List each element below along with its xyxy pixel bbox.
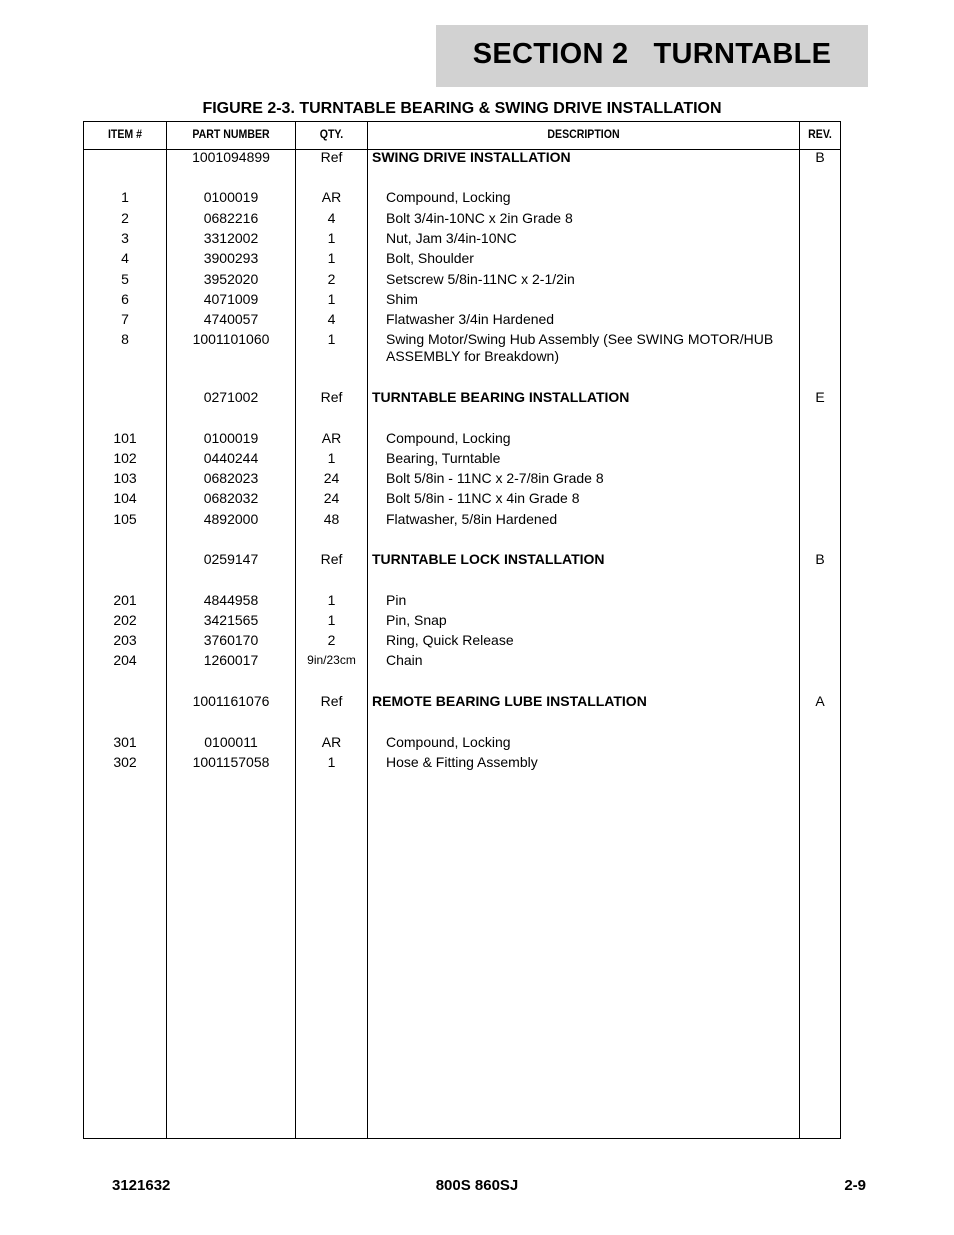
row-description: Flatwasher, 5/8in Hardened [386,511,558,527]
row-description: Shim [386,291,418,307]
row-part-number: 3760170 [203,632,259,648]
row-quantity: 2 [327,271,336,287]
row-quantity: 24 [323,470,340,486]
row-item-number: 1 [121,189,129,205]
row-description: Bolt 5/8in - 11NC x 4in Grade 8 [386,490,580,506]
row-revision: E [815,389,825,405]
row-quantity: Ref [320,389,343,405]
row-part-number: 0440244 [203,450,259,466]
row-item-number: 7 [121,311,129,327]
row-quantity: AR [321,189,342,205]
row-part-number: 0100019 [203,430,259,446]
row-description-continued: ASSEMBLY for Breakdown) [386,348,560,364]
row-quantity: 2 [327,632,336,648]
row-part-number: 0100019 [203,189,259,205]
row-item-number: 101 [113,430,137,446]
row-description: Hose & Fitting Assembly [386,754,538,770]
row-quantity: Ref [320,551,343,567]
row-description: Compound, Locking [386,430,511,446]
column-divider [367,122,368,1138]
row-description: Flatwasher 3/4in Hardened [386,311,555,327]
row-item-number: 104 [113,490,137,506]
row-part-number: 4892000 [203,511,259,527]
row-item-number: 301 [113,734,137,750]
row-description: Setscrew 5/8in-11NC x 2-1/2in [386,271,575,287]
row-revision: A [815,693,825,709]
row-quantity: 1 [327,230,336,246]
row-description: TURNTABLE BEARING INSTALLATION [372,389,630,405]
column-header-part-number: PART NUMBER [192,127,270,141]
row-item-number: 105 [113,511,137,527]
row-description: Swing Motor/Swing Hub Assembly (See SWING MOTOR/HUB [386,331,774,347]
figure-title: FIGURE 2-3. TURNTABLE BEARING & SWING DRIVE INSTALLATION [202,100,722,117]
row-quantity: Ref [320,693,343,709]
row-quantity: 1 [327,450,336,466]
row-description: Pin [386,592,407,608]
row-part-number: 1001094899 [192,149,270,165]
row-part-number: 3952020 [203,271,259,287]
footer-page-number: 2-9 [844,1177,866,1194]
column-header-item: ITEM # [107,127,143,141]
row-item-number: 6 [121,291,129,307]
row-part-number: 0682023 [203,470,259,486]
row-part-number: 4071009 [203,291,259,307]
row-quantity: AR [321,430,342,446]
row-item-number: 5 [121,271,129,287]
row-part-number: 1001101060 [192,331,270,347]
column-header-rev: REV. [808,127,832,141]
row-part-number: 0271002 [203,389,259,405]
column-divider [799,122,800,1138]
row-item-number: 204 [113,652,137,668]
row-part-number: 0682032 [203,490,259,506]
row-part-number: 3421565 [203,612,259,628]
row-part-number: 1260017 [203,652,259,668]
row-quantity: 1 [327,592,336,608]
row-description: Compound, Locking [386,189,511,205]
row-description: Nut, Jam 3/4in-10NC [386,230,517,246]
row-item-number: 201 [113,592,137,608]
row-quantity: 24 [323,490,340,506]
section-title: SECTION 2 TURNTABLE [472,38,832,70]
row-description: Bolt, Shoulder [386,250,474,266]
row-item-number: 8 [121,331,129,347]
row-quantity: 4 [327,210,336,226]
row-quantity: Ref [320,149,343,165]
row-item-number: 4 [121,250,129,266]
row-quantity: 1 [327,331,336,347]
row-description: Bolt 5/8in - 11NC x 2-7/8in Grade 8 [386,470,604,486]
row-quantity: 9in/23cm [307,653,356,667]
row-quantity: 1 [327,612,336,628]
row-item-number: 203 [113,632,137,648]
row-description: Pin, Snap [386,612,447,628]
row-quantity: 1 [327,250,336,266]
row-description: Chain [386,652,423,668]
row-quantity: AR [321,734,342,750]
row-part-number: 4740057 [203,311,259,327]
footer-document-number: 3121632 [112,1177,171,1194]
parts-table [83,121,841,1139]
row-part-number: 1001157058 [192,754,270,770]
row-quantity: 1 [327,291,336,307]
row-part-number: 1001161076 [192,693,270,709]
row-part-number: 0259147 [203,551,259,567]
row-description: REMOTE BEARING LUBE INSTALLATION [372,693,647,709]
row-item-number: 2 [121,210,129,226]
row-part-number: 3312002 [203,230,259,246]
row-part-number: 4844958 [203,592,259,608]
row-revision: B [815,149,825,165]
row-description: Bolt 3/4in-10NC x 2in Grade 8 [386,210,573,226]
row-item-number: 3 [121,230,129,246]
column-header-qty: QTY. [319,127,344,141]
row-part-number: 0682216 [203,210,259,226]
row-quantity: 1 [327,754,336,770]
section-header-box [436,25,868,87]
row-quantity: 4 [327,311,336,327]
row-part-number: 3900293 [203,250,259,266]
row-item-number: 103 [113,470,137,486]
row-description: Ring, Quick Release [386,632,514,648]
row-part-number: 0100011 [204,734,258,750]
row-item-number: 202 [113,612,137,628]
row-description: SWING DRIVE INSTALLATION [372,149,571,165]
column-header-description: DESCRIPTION [547,127,620,141]
row-description: Compound, Locking [386,734,511,750]
row-quantity: 48 [323,511,340,527]
row-description: TURNTABLE LOCK INSTALLATION [372,551,605,567]
row-item-number: 302 [113,754,137,770]
footer-model: 800S 860SJ [435,1177,519,1194]
row-revision: B [815,551,825,567]
row-item-number: 102 [113,450,137,466]
row-description: Bearing, Turntable [386,450,501,466]
